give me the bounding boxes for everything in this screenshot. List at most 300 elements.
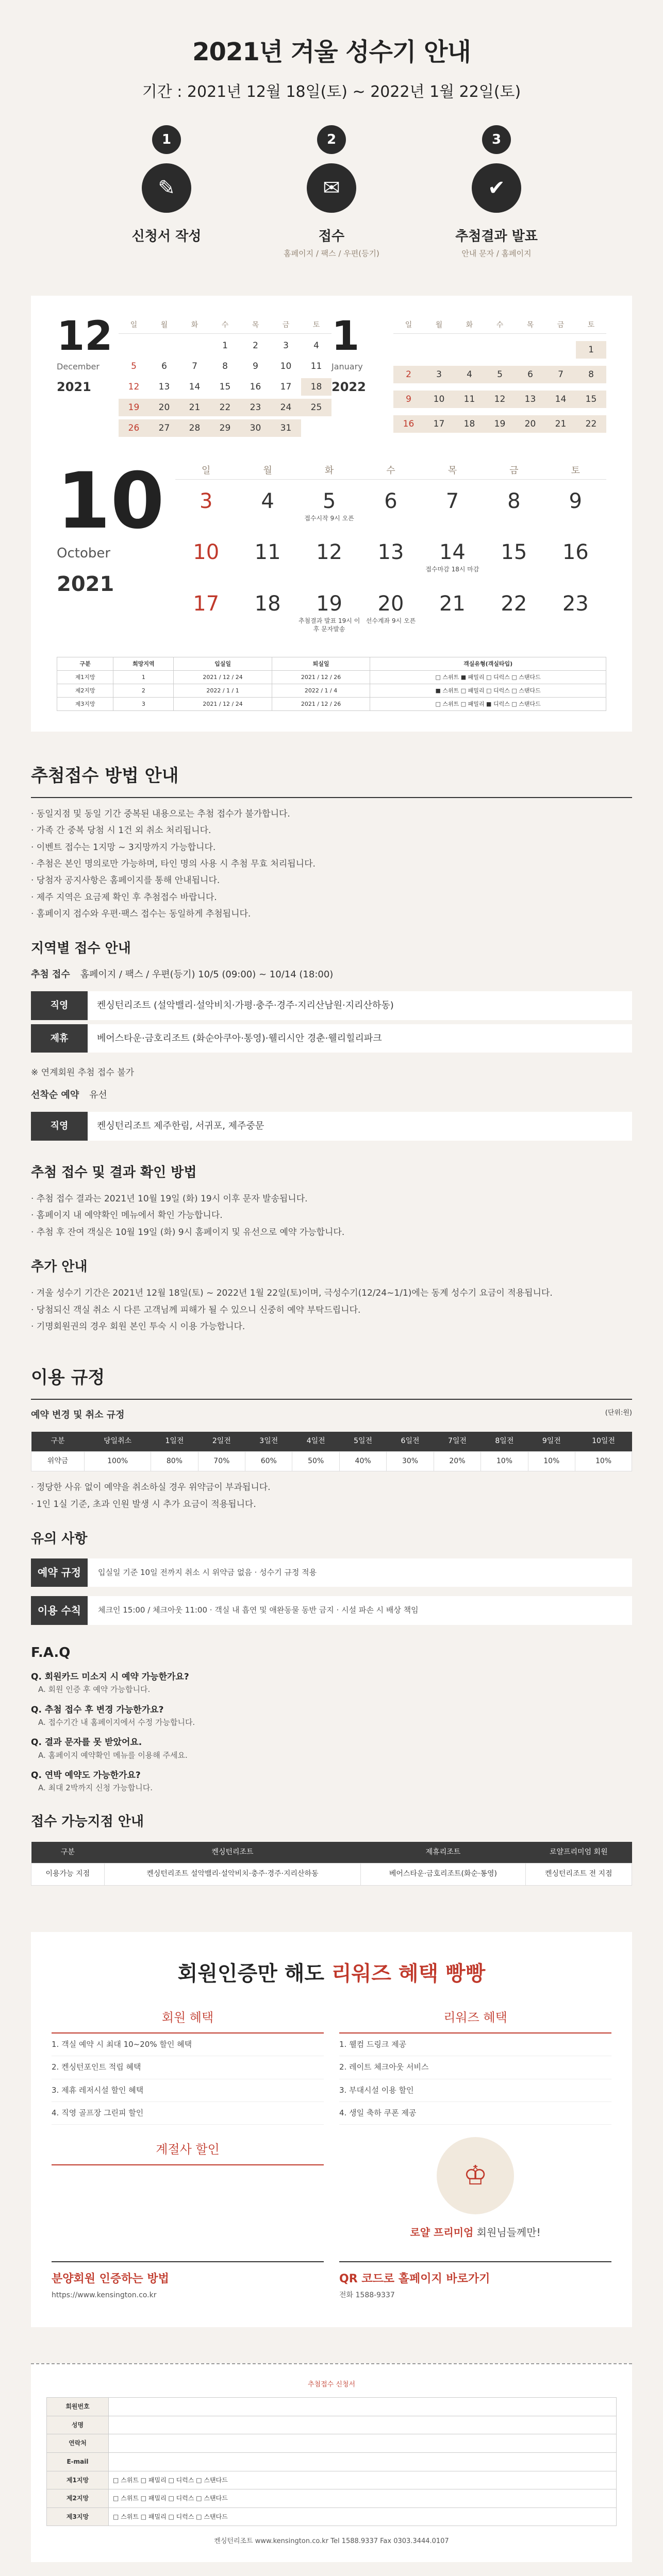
bullet-item: · 추첨 후 잔여 객실은 10월 19일 (화) 9시 홈페이지 및 유선으로 예약 가능합니다. [31, 1227, 345, 1238]
fee-sub [31, 1408, 632, 1422]
calendar-day: 22 [210, 399, 240, 416]
caution-key: 이용 수칙 [31, 1596, 88, 1624]
row-key: 제2지망 [47, 2489, 109, 2508]
row-key: 제3지망 [47, 2507, 109, 2526]
download-box [52, 2261, 324, 2301]
calendar-day [237, 531, 298, 582]
section-title: 지역별 접수 안내 [31, 941, 131, 957]
weekday-label: 일 [175, 463, 237, 479]
calendar-day: 17 [280, 382, 292, 393]
row-value: □ 스위트 □ 패밀리 □ 디럭스 □ 스탠다드 [109, 2507, 617, 2526]
benefit-item: 2. 레이트 체크아웃 서비스 [339, 2056, 611, 2079]
calendar-day: 18 [454, 415, 485, 433]
bullet-item: · 1인 1실 기준, 초과 인원 발생 시 추가 요금이 적용됩니다. [31, 1499, 256, 1510]
first-table [31, 1112, 632, 1145]
result-bullets [31, 1192, 632, 1239]
table-header: 3일전 [245, 1432, 292, 1451]
calendar-day [299, 582, 360, 641]
table-cell: 켄싱턴리조트 전 지점 [525, 1863, 632, 1886]
table-cell: 3 [113, 698, 174, 711]
day-number: 14 [439, 540, 466, 565]
calendar-day: 21 [545, 415, 576, 433]
calendar-grid [393, 316, 606, 437]
table-cell: 위약금 [31, 1451, 85, 1471]
calendar-day: 27 [149, 419, 179, 437]
caution-rows [31, 1558, 632, 1625]
download-row [52, 2261, 611, 2301]
calendar-day: 7 [192, 361, 197, 372]
weekday-label: 화 [454, 316, 485, 334]
row-key: 직영 [31, 991, 88, 1022]
calendar-day: 16 [250, 382, 261, 393]
region-note: ※ 연계회원 추첨 접수 불가 [31, 1067, 135, 1078]
table-header: 9일전 [528, 1432, 575, 1451]
table-row [47, 2507, 617, 2526]
caution-row [31, 1558, 632, 1587]
table-row [47, 2452, 617, 2471]
reward-benefits [339, 2008, 611, 2241]
calendar-day: 25 [301, 399, 332, 416]
faq-answer: A. 최대 2박까지 신청 가능합니다. [38, 1783, 153, 1793]
table-cell: 베어스타운·금호리조트(화순·통영) [361, 1863, 525, 1886]
title-accent: 리워즈 혜택 빵빵 [332, 1962, 486, 1986]
calendar-october [57, 456, 606, 641]
bullet-item: · 당첨되신 객실 취소 시 다른 고객님께 피해가 될 수 있으니 신중히 예약 부탁드립니다. [31, 1304, 361, 1315]
weekday-label: 수 [360, 463, 421, 479]
calendar-day [393, 341, 424, 359]
caution-value: 입실일 기준 10일 전까지 취소 시 위약금 없음 · 성수기 규정 적용 [98, 1568, 317, 1578]
row-value: 켄싱턴리조트 (설악밸리·설악비치·가평·충주·경주·지리산남원·지리산하동) [88, 991, 632, 1022]
month-number: 10 [57, 456, 164, 547]
benefit-item: 4. 직영 골프장 그린피 할인 [52, 2102, 324, 2125]
table-cell: 제3지망 [57, 698, 113, 711]
table-header: 희망지역 [113, 657, 174, 671]
calendar-day: 12 [128, 382, 140, 393]
bullet-item: · 홈페이지 접수와 우편·팩스 접수는 동일하게 추첨됩니다. [31, 909, 251, 920]
announce-icon: ✔ [472, 163, 521, 213]
table-row [31, 1022, 632, 1055]
table-cell: 2021 / 12 / 24 [174, 671, 272, 684]
calendar-day: 20 [515, 415, 545, 433]
weekday-label: 수 [210, 316, 240, 334]
step-sub: 홈페이지 / 팩스 / 우편(등기) [284, 249, 379, 259]
label: 추첨 접수 [31, 969, 70, 980]
table-header: 제휴리조트 [361, 1842, 525, 1863]
step-sub: 안내 문자 / 홈페이지 [461, 249, 532, 259]
calendar-day: 3 [283, 341, 289, 351]
day-number: 9 [569, 489, 582, 513]
step-number: 1 [152, 125, 181, 154]
bullet-item: · 동일지점 및 동일 기간 중복된 내용으로는 추첨 접수가 불가합니다. [31, 809, 290, 820]
table-header: 1일전 [151, 1432, 198, 1451]
row-key: 연락처 [47, 2434, 109, 2453]
download-link[interactable]: https://www.kensington.co.kr [52, 2291, 157, 2300]
table-cell: 10% [528, 1451, 575, 1471]
calendar-day: 14 [545, 391, 576, 408]
weekday-label: 목 [422, 463, 483, 479]
table-row [47, 2398, 617, 2416]
weekday-label: 목 [240, 316, 271, 334]
calendar-day [485, 341, 515, 359]
calendar-day: 8 [222, 361, 228, 372]
row-key: 제휴 [31, 1022, 88, 1055]
faq-question: Q. 결과 문자를 못 받았어요. [31, 1737, 142, 1748]
day-note: 선수계좌 9시 오픈 [366, 617, 416, 625]
table-cell: 20% [434, 1451, 480, 1471]
calendar-day [360, 582, 421, 641]
table-header: 켄싱턴리조트 [104, 1842, 361, 1863]
table-row [57, 684, 606, 698]
calendar-day [454, 341, 485, 359]
step-number: 3 [482, 125, 511, 154]
venue-table [31, 1842, 632, 1886]
form-footer: 켄싱턴리조트 www.kensington.co.kr Tel 1588.9337 Fax 0303.3444.0107 [214, 2537, 449, 2546]
calendar-day: 29 [210, 419, 240, 437]
section-title: 유의 사항 [31, 1531, 88, 1547]
calendar-day [301, 419, 332, 437]
calendar-day [422, 582, 483, 641]
calendar-day [299, 531, 360, 582]
table-header: 구분 [31, 1842, 105, 1863]
calendar-day [483, 531, 544, 582]
member-benefits [52, 2008, 324, 2241]
benefit-item: 4. 생일 축하 쿠폰 제공 [339, 2102, 611, 2125]
benefit-title [52, 1958, 611, 1990]
table-cell: 2 [113, 684, 174, 698]
weekday-label: 월 [149, 316, 179, 334]
weekday-label: 월 [237, 463, 298, 479]
table-cell: 켄싱턴리조트 설악밸리·설악비치·충주·경주·지리산하동 [104, 1863, 361, 1886]
table-cell: □ 스위트 □ 패밀리 ■ 디럭스 □ 스탠다드 [370, 698, 606, 711]
section-title: 추첨 접수 및 결과 확인 방법 [31, 1164, 197, 1180]
weekday-label: 일 [393, 316, 424, 334]
day-number: 10 [193, 540, 220, 565]
bullet-item: · 기명회원권의 경우 회원 본인 투숙 시 이용 가능합니다. [31, 1321, 245, 1332]
month-name: January [332, 362, 363, 372]
calendar-day [483, 480, 544, 531]
day-number: 6 [384, 489, 397, 513]
section-title: 이용 규정 [31, 1364, 632, 1400]
table-header: 6일전 [387, 1432, 434, 1451]
calendar-day [237, 582, 298, 641]
calendar-day [360, 480, 421, 531]
day-number: 7 [445, 489, 459, 513]
step-title: 신청서 작성 [131, 228, 202, 244]
row-value [109, 2434, 617, 2453]
day-number: 15 [501, 540, 527, 565]
column-head: 회원 혜택 [52, 2008, 324, 2033]
faq-answer: A. 회원 인증 후 예약 가능합니다. [38, 1685, 151, 1694]
bullet-item: · 이벤트 접수는 1지망 ~ 3지망까지 가능합니다. [31, 842, 216, 853]
benefit-item: 3. 제휴 레저시설 할인 혜택 [52, 2079, 324, 2102]
column-head: 리워즈 혜택 [339, 2008, 611, 2033]
step-3 [445, 125, 548, 260]
calendar-day [299, 480, 360, 531]
year: 2021 [57, 572, 114, 596]
table-cell: 1 [113, 671, 174, 684]
form-icon: ✎ [142, 163, 191, 213]
table-row [47, 2434, 617, 2453]
example-table [57, 657, 606, 711]
table-header: 구분 [57, 657, 113, 671]
calendar-day: 22 [576, 415, 606, 433]
first-label [31, 1088, 632, 1103]
row-value [109, 2416, 617, 2434]
steps [31, 125, 632, 260]
table-cell: 50% [292, 1451, 339, 1471]
faq-answer: A. 홈페이지 예약확인 메뉴를 이용해 주세요. [38, 1750, 188, 1760]
calendar-day: 1 [576, 341, 606, 359]
bullet-item: · 가족 간 중복 당첨 시 1건 외 취소 처리됩니다. [31, 825, 211, 836]
draw-bullets [31, 807, 632, 921]
calendar-day: 1 [222, 341, 228, 351]
calendar-day [483, 582, 544, 641]
benefit-item: 2. 켄싱턴포인트 적립 혜택 [52, 2056, 324, 2079]
bullet-item: · 당첨자 공지사항은 홈페이지를 통해 안내됩니다. [31, 875, 220, 886]
row-value [109, 2452, 617, 2471]
weekday-label: 토 [301, 316, 332, 334]
calendar-grid [119, 316, 332, 437]
label: 예약 변경 및 취소 규정 [31, 1409, 125, 1420]
calendar-day [237, 480, 298, 531]
table-header: 당일취소 [85, 1432, 151, 1451]
page-title: 2021년 겨울 성수기 안내 [192, 38, 471, 66]
table-header: 객실유형(객실타입) [370, 657, 606, 671]
day-number: 22 [501, 592, 527, 616]
calendar-day [119, 337, 149, 354]
label: 선착순 예약 [31, 1089, 79, 1100]
weekday-label: 월 [424, 316, 454, 334]
day-note: 접수시작 9시 오픈 [304, 514, 354, 522]
download-link[interactable]: 전화 1588-9337 [339, 2291, 395, 2300]
calendar-january [332, 313, 606, 437]
day-number: 16 [562, 540, 589, 565]
calendar-day: 8 [576, 366, 606, 383]
benefit-card [31, 1932, 632, 2327]
table-row [57, 698, 606, 711]
caution-row [31, 1596, 632, 1624]
day-note: 접수마감 18시 마감 [425, 566, 479, 573]
calendar-day: 15 [219, 382, 231, 393]
step-title: 추첨결과 발표 [455, 228, 538, 244]
table-cell: 2022 / 1 / 4 [272, 684, 370, 698]
calendar-day: 15 [576, 391, 606, 408]
calendar-day [422, 531, 483, 582]
table-header: 10일전 [575, 1432, 632, 1451]
row-key: 제1지망 [47, 2471, 109, 2489]
bullet-item: · 홈페이지 내 예약확인 메뉴에서 확인 가능합니다. [31, 1210, 223, 1221]
calendar-day [175, 531, 237, 582]
draw-section [31, 762, 632, 1333]
month-name: December [57, 362, 100, 372]
table-cell: 제1지망 [57, 671, 113, 684]
calendar-day: 2 [393, 366, 424, 383]
calendar-day [515, 341, 545, 359]
table-cell: 60% [245, 1451, 292, 1471]
bullet-item: · 정당한 사유 없이 예약을 취소하실 경우 위약금이 부과됩니다. [31, 1482, 271, 1493]
calendar-day: 4 [454, 366, 485, 383]
calendar-day: 12 [485, 391, 515, 408]
bullet-item: · 제주 지역은 요금제 확인 후 추첨접수 바랍니다. [31, 892, 217, 903]
benefit-item: 1. 객실 예약 시 최대 10~20% 할인 혜택 [52, 2033, 324, 2056]
faq-question: Q. 연박 예약도 가능한가요? [31, 1770, 141, 1781]
calendar-day: 24 [271, 399, 301, 416]
weekday-label: 금 [271, 316, 301, 334]
day-number: 8 [507, 489, 521, 513]
step-number: 2 [317, 125, 346, 154]
section-title: 추가 안내 [31, 1259, 88, 1275]
weekday-label: 화 [299, 463, 360, 479]
section-title: F.A.Q [31, 1645, 71, 1660]
step-1 [115, 125, 218, 260]
section-title: 접수 가능지점 안내 [31, 1814, 144, 1830]
weekday-label: 금 [545, 316, 576, 334]
unit: (단위:원) [605, 1409, 632, 1417]
table-header: 7일전 [434, 1432, 480, 1451]
caution-value: 체크인 15:00 / 체크아웃 11:00 · 객실 내 흡연 및 애완동물 동반 금지 · 시설 파손 시 배상 책임 [98, 1605, 419, 1615]
calendar-day: 18 [301, 378, 332, 396]
bullet-item: · 추첨은 본인 명의로만 가능하며, 타인 명의 사용 시 추첨 무효 처리됩니다. [31, 859, 316, 870]
calendar-day: 6 [515, 366, 545, 383]
table-cell: 30% [387, 1451, 434, 1471]
table-cell: 70% [198, 1451, 245, 1471]
day-number: 19 [316, 592, 343, 616]
year: 2021 [57, 380, 91, 395]
table-row [31, 1112, 632, 1143]
fee-section [31, 1364, 632, 1886]
calendar-day [545, 480, 606, 531]
step-title: 접수 [318, 228, 345, 244]
row-key: 성명 [47, 2416, 109, 2434]
promo-text [339, 2225, 611, 2241]
bullet-item: · 겨울 성수기 기간은 2021년 12월 18일(토) ~ 2022년 1월 22일(토)이며, 극성수기(12/24~1/1)에는 동계 성수기 요금이 적용됩니다. [31, 1288, 553, 1299]
calendar-day: 31 [271, 419, 301, 437]
calendar-day [175, 480, 237, 531]
weekday-label: 토 [576, 316, 606, 334]
calendar-day [545, 582, 606, 641]
bullet-item: · 추첨 접수 결과는 2021년 10월 19일 (화) 19시 이후 문자 발송됩니다. [31, 1193, 308, 1204]
calendar-day: 7 [545, 366, 576, 383]
day-number: 3 [199, 489, 213, 513]
download-title: QR 코드로 홀페이지 바로가기 [339, 2273, 490, 2286]
calendar-day: 20 [149, 399, 179, 416]
row-value: 베어스타운·금호리조트 (화순아쿠아·통영)·웰리시안 경춘·웰리힐리파크 [88, 1022, 632, 1055]
faq-question: Q. 추첨 접수 후 변경 가능한가요? [31, 1704, 164, 1715]
gift-icon: ♔ [437, 2137, 514, 2214]
calendar-day: 16 [393, 415, 424, 433]
day-number: 17 [193, 592, 220, 616]
calendar-day: 19 [485, 415, 515, 433]
faq-question: Q. 회원카드 미소지 시 예약 가능한가요? [31, 1671, 189, 1682]
application-form [31, 2363, 632, 2562]
table-row [31, 1451, 632, 1471]
day-number: 13 [377, 540, 404, 565]
benefit-item: 1. 웰컴 드링크 제공 [339, 2033, 611, 2056]
table-cell: 2021 / 12 / 26 [272, 698, 370, 711]
day-number: 5 [322, 489, 336, 513]
calendar-day [545, 531, 606, 582]
table-header: 8일전 [481, 1432, 528, 1451]
calendar-day [149, 337, 179, 354]
day-number: 4 [261, 489, 274, 513]
calendar-day: 30 [240, 419, 271, 437]
day-number: 18 [254, 592, 281, 616]
table-cell: 10% [575, 1451, 632, 1471]
year: 2022 [332, 380, 366, 395]
calendar-day: 21 [179, 399, 210, 416]
month-number: 1 [332, 313, 360, 360]
download-title: 분양회원 인증하는 방법 [52, 2273, 169, 2286]
calendar-card [31, 296, 632, 732]
fee-table [31, 1432, 632, 1471]
calendar-day: 23 [240, 399, 271, 416]
table-row [31, 991, 632, 1022]
table-header: 구분 [31, 1432, 85, 1451]
calendar-day: 4 [313, 341, 319, 351]
calendar-day: 11 [454, 391, 485, 408]
calendar-day: 10 [424, 391, 454, 408]
table-header: 2일전 [198, 1432, 245, 1451]
period-text: 기간 : 2021년 12월 18일(토) ~ 2022년 1월 22일(토) [142, 83, 521, 101]
table-cell: □ 스위트 ■ 패밀리 □ 디럭스 □ 스탠다드 [370, 671, 606, 684]
draw-label [31, 968, 632, 982]
calendar-day: 2 [253, 341, 258, 351]
hero [0, 0, 663, 280]
table-row [47, 2416, 617, 2434]
weekday-label: 일 [119, 316, 149, 334]
calendar-day: 13 [515, 391, 545, 408]
calendar-day: 14 [189, 382, 201, 393]
table-cell: 2022 / 1 / 1 [174, 684, 272, 698]
table-cell: 10% [481, 1451, 528, 1471]
table-cell: 이용가능 지점 [31, 1863, 105, 1886]
weekday-label: 화 [179, 316, 210, 334]
calendar-day: 26 [119, 419, 149, 437]
day-number: 11 [254, 540, 281, 565]
faq-list [31, 1670, 632, 1794]
row-key: 직영 [31, 1112, 88, 1143]
benefit-item: 3. 부대시설 이용 할인 [339, 2079, 611, 2102]
title-part: 회원인증만 해도 [177, 1962, 332, 1986]
table-header: 4일전 [292, 1432, 339, 1451]
weekday-label: 토 [545, 463, 606, 479]
row-key: 회원번호 [47, 2398, 109, 2416]
calendar-day: 28 [179, 419, 210, 437]
calendar-day [545, 341, 576, 359]
day-number: 23 [562, 592, 589, 616]
promo-accent: 로얄 프리미엄 [410, 2226, 474, 2239]
calendar-day [424, 341, 454, 359]
day-note: 추첨결과 발표 19시 이후 문자발송 [298, 617, 360, 633]
weekday-label: 목 [515, 316, 545, 334]
month-name: October [57, 546, 111, 562]
table-cell: 40% [339, 1451, 386, 1471]
step-2 [280, 125, 383, 260]
download-box [339, 2261, 611, 2301]
table-cell: 2021 / 12 / 26 [272, 671, 370, 684]
extra-bullets [31, 1286, 632, 1333]
calendar-day: 13 [158, 382, 170, 393]
day-number: 21 [439, 592, 466, 616]
table-header: 퇴실일 [272, 657, 370, 671]
table-cell: ■ 스위트 □ 패밀리 □ 디럭스 □ 스탠다드 [370, 684, 606, 698]
table-row [57, 671, 606, 684]
table-header: 입실일 [174, 657, 272, 671]
table-header: 로얄프리미엄 회원 [525, 1842, 632, 1863]
calendar-december [57, 313, 332, 437]
calendar-day [179, 337, 210, 354]
row-value [109, 2398, 617, 2416]
